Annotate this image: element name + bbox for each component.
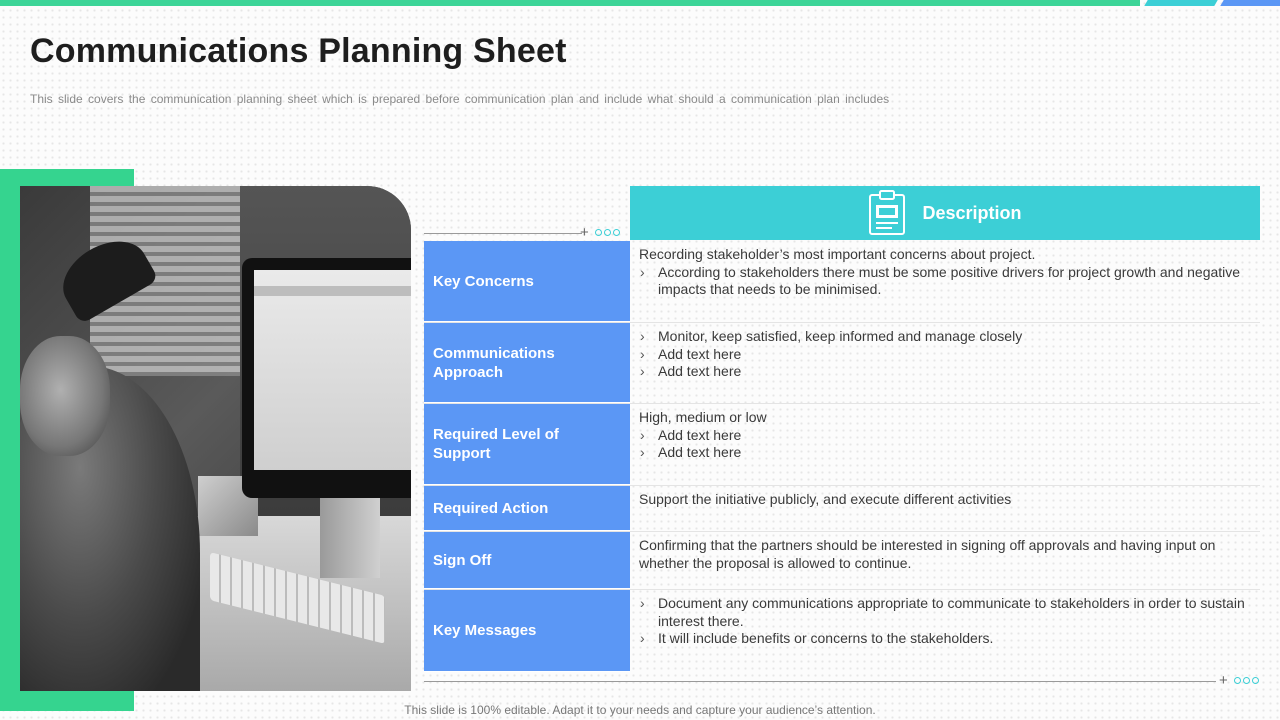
person-at-computer-photo — [20, 186, 411, 691]
clipboard-icon — [868, 190, 906, 236]
description-header-label: Description — [922, 202, 1022, 223]
plus-icon: + — [1219, 672, 1228, 689]
top-bar-teal — [1144, 0, 1217, 6]
description-line: Support the initiative publicly, and execute different activities — [639, 491, 1012, 507]
row-description — [630, 486, 1260, 531]
description-bullet: › Add text here — [639, 444, 1250, 462]
table-row — [424, 532, 1260, 590]
table-row — [424, 590, 1260, 672]
row-description — [630, 590, 1260, 672]
row-label: Required Action — [424, 486, 630, 531]
person-head — [20, 336, 110, 456]
decor-line-bottom — [424, 681, 1216, 682]
circles-decor-top — [595, 229, 620, 236]
description-bullet: › Add text here — [639, 363, 1250, 381]
slide-subtitle: This slide covers the communication planning sheet which is prepared before communication plan and include what should a communication plan includes — [30, 92, 890, 106]
row-label: Key Messages — [424, 590, 630, 672]
description-header — [630, 186, 1260, 240]
monitor-stand — [320, 498, 380, 578]
row-label: Required Level of Support — [424, 404, 630, 485]
row-label: Key Concerns — [424, 241, 630, 322]
top-bar-blue — [1220, 0, 1280, 6]
row-description — [630, 323, 1260, 403]
table-row — [424, 486, 1260, 532]
table-row — [424, 241, 1260, 323]
plus-icon: + — [580, 224, 589, 241]
circles-decor-bottom — [1234, 677, 1259, 684]
description-bullet: › It will include benefits or concerns to the stakeholders. — [639, 630, 1250, 648]
monitor-screen — [254, 270, 411, 470]
planning-table — [424, 241, 1260, 672]
description-line: Recording stakeholder’s most important concerns about project. — [639, 246, 1036, 262]
description-bullet: › Document any communications appropriate to communicate to stakeholders in order to sustain interest there. — [639, 595, 1250, 630]
footer-note: This slide is 100% editable. Adapt it to your needs and capture your audience’s attention. — [404, 703, 876, 717]
description-line: Confirming that the partners should be interested in signing off approvals and having input on whether the proposal is allowed to continue. — [639, 537, 1216, 571]
row-label: Communications Approach — [424, 323, 630, 403]
decor-line-top — [424, 233, 582, 234]
row-label: Sign Off — [424, 532, 630, 589]
top-accent-bar — [0, 0, 1280, 6]
table-row — [424, 404, 1260, 486]
monitor-screen-bar — [254, 286, 411, 296]
top-bar-green — [0, 0, 1140, 6]
table-row — [424, 323, 1260, 404]
description-bullet: › Add text here — [639, 427, 1250, 445]
row-description — [630, 404, 1260, 485]
row-description — [630, 532, 1260, 589]
description-bullet: › According to stakeholders there must be some positive drivers for project growth and negative impacts that needs to be minimised. — [639, 264, 1250, 299]
description-bullet: › Add text here — [639, 346, 1250, 364]
row-description — [630, 241, 1260, 322]
slide-title: Communications Planning Sheet — [30, 32, 567, 70]
description-bullet: › Monitor, keep satisfied, keep informed and manage closely — [639, 328, 1250, 346]
description-line: High, medium or low — [639, 409, 767, 425]
